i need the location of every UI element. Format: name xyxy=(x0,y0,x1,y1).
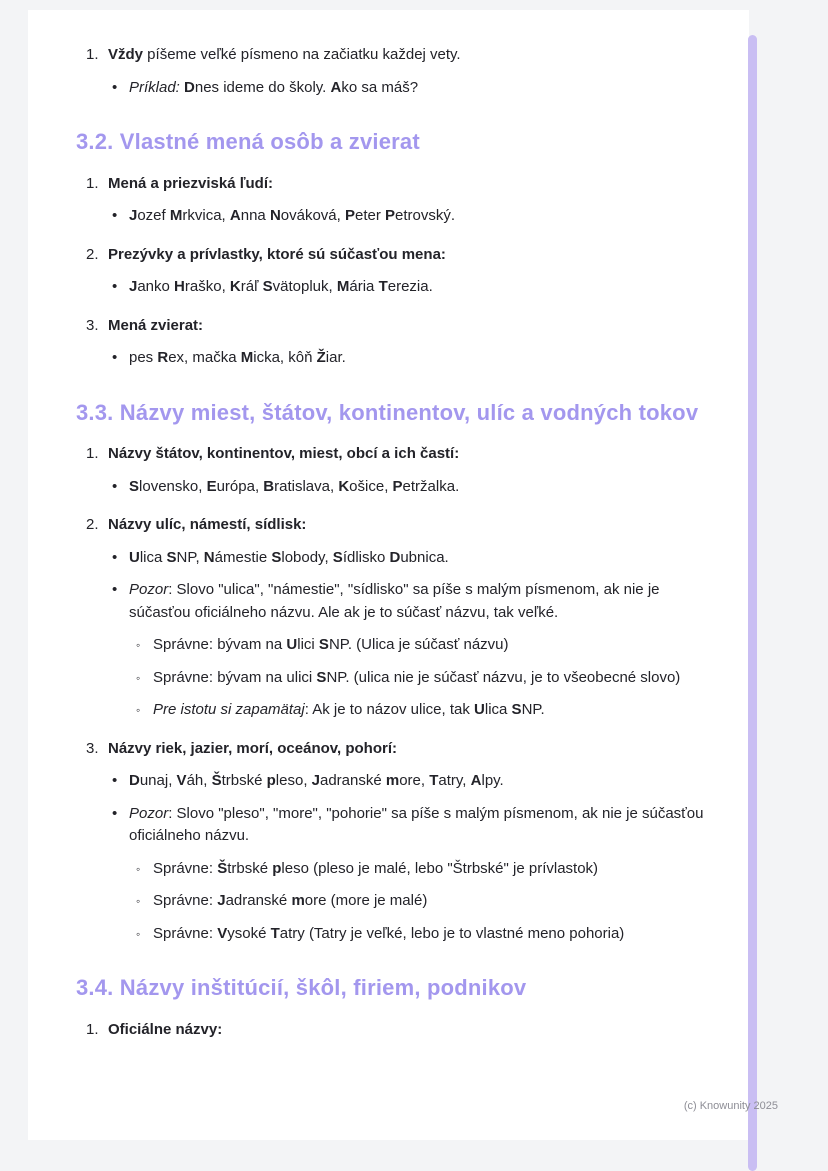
bullet-item xyxy=(112,276,709,299)
item-text: Mená a priezviská ľudí: xyxy=(108,174,273,192)
sub-bullet-item xyxy=(136,634,709,657)
bullet-item xyxy=(112,77,709,100)
item-text: Správne: bývam na ulici SNP. (ulica nie je súčasť názvu, je to všeobecné slovo) xyxy=(153,668,681,686)
section-heading: 3.2. Vlastné mená osôb a zvierat xyxy=(76,129,420,154)
bullet-marker: • xyxy=(112,581,118,599)
list-number: 1. xyxy=(86,174,99,192)
item-text: Prezývky a prívlastky, ktoré sú súčasťou mena: xyxy=(108,245,446,263)
item-text: Správne: Štrbské pleso (pleso je malé, lebo "Štrbské" je prívlastok) xyxy=(153,859,599,877)
section-heading: 3.4. Názvy inštitúcií, škôl, firiem, podnikov xyxy=(76,975,527,1001)
document-content xyxy=(28,10,749,1042)
bullet-item xyxy=(112,547,709,570)
item-text: Pre istotu si zapamätaj: Ak je to názov ulice, tak Ulica SNP. xyxy=(153,701,545,719)
item-text: Dunaj, Váh, Štrbské pleso, Jadranské more, Tatry, Alpy. xyxy=(129,772,504,790)
item-text: Príklad: Dnes ideme do školy. Ako sa máš? xyxy=(129,78,419,96)
bullet-marker: • xyxy=(112,349,118,367)
item-text: Pozor: Slovo "ulica", "námestie", "sídlisko" sa píše s malým písmenom, ak nie je súčasťou oficiálneho názvu. Ale ak je to súčasť názvu, tak veľké. xyxy=(129,581,660,621)
bullet-item xyxy=(112,770,709,793)
numbered-item xyxy=(76,514,709,537)
numbered-item xyxy=(76,244,709,267)
sub-bullet-item xyxy=(136,858,709,881)
bullet-marker: • xyxy=(112,477,118,495)
item-text: Správne: Jadranské more (more je malé) xyxy=(153,892,428,910)
numbered-item xyxy=(76,738,709,761)
item-text: Slovensko, Európa, Bratislava, Košice, Petržalka. xyxy=(129,477,460,495)
item-text: Jozef Mrkvica, Anna Nováková, Peter Petrovský. xyxy=(129,207,456,225)
item-text: Názvy ulíc, námestí, sídlisk: xyxy=(108,516,307,534)
numbered-item xyxy=(76,1019,709,1042)
item-text: Vždy píšeme veľké písmeno na začiatku každej vety. xyxy=(108,46,461,63)
bullet-item xyxy=(112,205,709,228)
sub-bullet-item xyxy=(136,923,709,946)
item-text: pes Rex, mačka Micka, kôň Žiar. xyxy=(129,349,346,367)
list-number: 3. xyxy=(86,739,99,757)
item-text: Mená zvierat: xyxy=(108,316,204,334)
bullet-marker: • xyxy=(112,772,118,790)
numbered-item xyxy=(76,173,709,196)
bullet-marker: ◦ xyxy=(136,861,141,876)
copyright-footer: (c) Knowunity 2025 xyxy=(683,1100,778,1112)
list-number: 1. xyxy=(86,445,99,463)
list-number: 2. xyxy=(86,245,99,263)
bullet-marker: ◦ xyxy=(136,926,141,941)
bullet-marker: • xyxy=(112,207,118,225)
bullet-marker: ◦ xyxy=(136,638,141,653)
bullet-marker: • xyxy=(112,804,118,822)
bullet-marker: ◦ xyxy=(136,894,141,909)
sub-bullet-item xyxy=(136,699,709,722)
section-heading: 3.3. Názvy miest, štátov, kontinentov, ulíc a vodných tokov xyxy=(76,399,699,425)
bullet-marker: ◦ xyxy=(136,703,141,718)
item-text: Správne: Vysoké Tatry (Tatry je veľké, lebo je to vlastné meno pohoria) xyxy=(153,924,625,942)
bullet-item xyxy=(112,476,709,499)
list-number: 2. xyxy=(86,516,99,534)
list-number: 1. xyxy=(86,46,99,63)
item-text: Janko Hraško, Kráľ Svätopluk, Mária Terezia. xyxy=(129,278,433,296)
bullet-item xyxy=(112,579,709,624)
bullet-marker: • xyxy=(112,278,118,296)
numbered-item xyxy=(76,315,709,338)
item-text: Oficiálne názvy: xyxy=(108,1021,223,1039)
list-number: 3. xyxy=(86,316,99,334)
document-page-card xyxy=(28,10,749,1140)
bullet-marker: • xyxy=(112,78,118,96)
bullet-marker: ◦ xyxy=(136,670,141,685)
item-text: Názvy riek, jazier, morí, oceánov, pohorí: xyxy=(108,739,397,757)
item-text: Názvy štátov, kontinentov, miest, obcí a ich častí: xyxy=(108,445,460,463)
item-text: Ulica SNP, Námestie Slobody, Sídlisko Dubnica. xyxy=(129,548,449,566)
bullet-marker: • xyxy=(112,548,118,566)
numbered-item xyxy=(76,44,709,67)
bullet-item xyxy=(112,803,709,848)
list-number: 1. xyxy=(86,1021,99,1039)
sub-bullet-item xyxy=(136,890,709,913)
item-text: Správne: bývam na Ulici SNP. (Ulica je súčasť názvu) xyxy=(153,636,509,654)
sub-bullet-item xyxy=(136,667,709,690)
bullet-item xyxy=(112,347,709,370)
scrollbar-thumb[interactable] xyxy=(748,35,757,1171)
numbered-item xyxy=(76,443,709,466)
item-text: Pozor: Slovo "pleso", "more", "pohorie" sa píše s malým písmenom, ak nie je súčasťou oficiálneho názvu. xyxy=(129,804,704,845)
